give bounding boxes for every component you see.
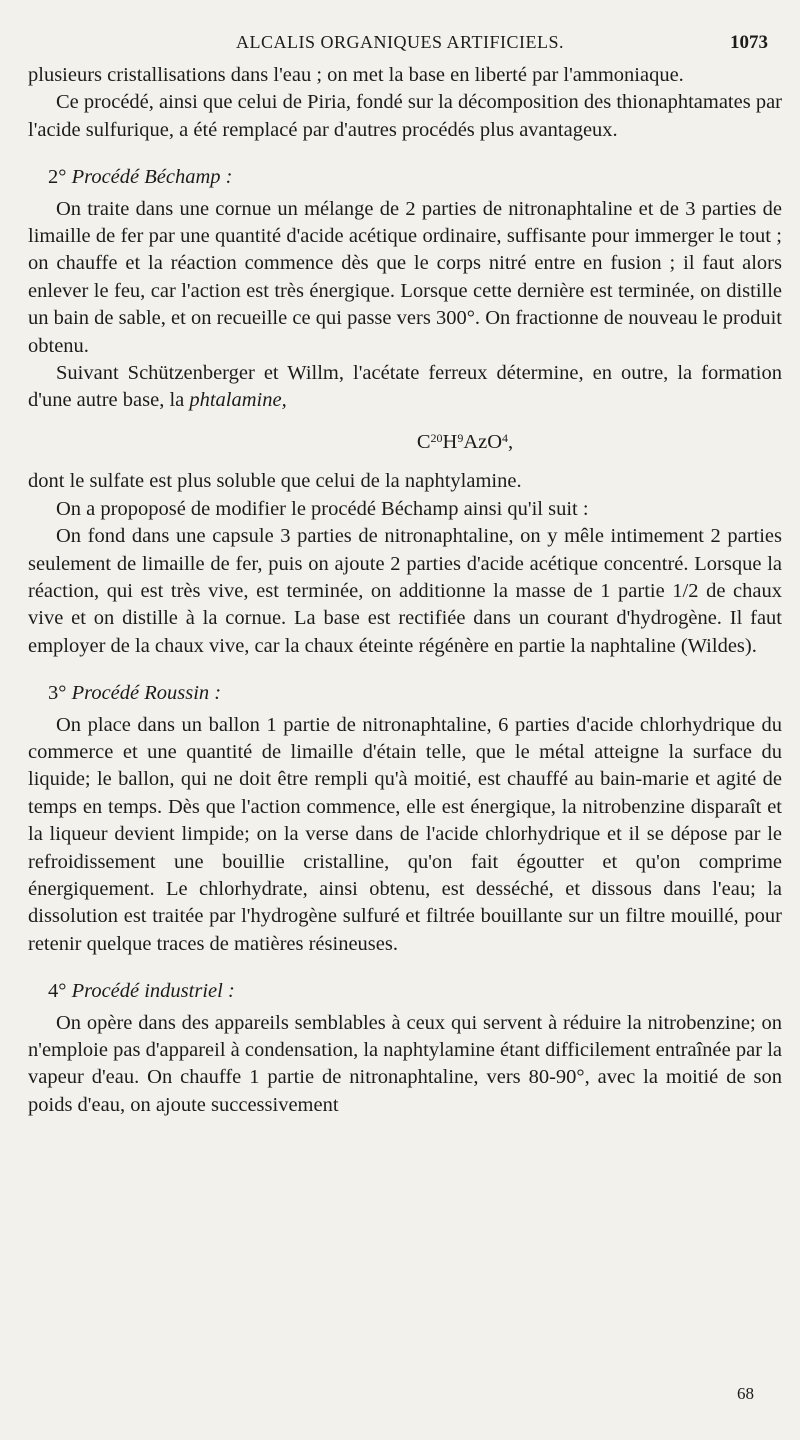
formula-punctuation: , [508, 430, 514, 453]
paragraph [28, 360, 782, 415]
formula-subscript: 4 [502, 430, 509, 445]
section-heading-industriel [28, 978, 782, 1005]
paragraph: Ce procédé, ainsi que celui de Piria, fondé sur la décomposition des thionaphtamates par l'acide sulfurique, a été remplacé par d'autres procédés plus avantageux. [28, 91, 782, 141]
italic-term: phtalamine, [189, 389, 287, 412]
section-number: 2° [48, 166, 67, 189]
formula-subscript: 20 [430, 430, 443, 445]
chemical-formula [148, 425, 782, 456]
running-header [0, 30, 800, 58]
formula-element: C [416, 430, 431, 453]
formula-element: H [442, 430, 458, 453]
section-number: 3° [48, 682, 67, 705]
signature-mark: 68 [737, 1384, 754, 1403]
paragraph: On fond dans une capsule 3 parties de nitronaphtaline, on y mêle intimement 2 parties seulement de limaille de fer, puis on ajoute 2 parties d'acide acétique concentré. Lorsque la réaction, qui est très vive, est terminée, on additionne la masse de 1 partie 1/2 de chaux vive et on distille à la cornue. La base est rectifiée dans un courant d'hydrogène. Il faut employer de la chaux vive, car la chaux éteinte régénère en partie la naphtaline (Wildes). [28, 525, 782, 657]
formula-subscript: 9 [457, 430, 464, 445]
page-number: 1073 [730, 32, 768, 53]
paragraph: On traite dans une cornue un mélange de 2 parties de nitronaphtaline et de 3 parties de limaille de fer par une quantité d'acide acétique ordinaire, suffisante pour immerger le tout ; on chauffe et la réaction commence dès que le corps nitré entre en fusion ; il faut alors enlever le feu, car l'action est très énergique. Lorsque cette dernière est terminée, on distille un bain de sable, et on recueille ce qui passe vers 300°. On fractionne de nouveau le produit obtenu. [28, 197, 782, 357]
formula-element: AzO [463, 430, 503, 453]
paragraph: On opère dans des appareils semblables à ceux qui servent à réduire la nitrobenzine; on n'emploie pas d'appareil à condensation, la naphtylamine étant difficilement entraînée par la vapeur d'eau. On chauffe 1 partie de nitronaphtaline, vers 80-90°, avec la moitié de son poids d'eau, on ajoute successivement [28, 1011, 782, 1116]
paragraph: On a propoposé de modifier le procédé Béchamp ainsi qu'il suit : [56, 497, 589, 520]
section-title: Procédé Béchamp : [71, 166, 233, 189]
section-number: 4° [48, 980, 67, 1003]
paragraph-text: Suivant Schützenberger et Willm, l'acétate ferreux détermine, en outre, la formation d'une autre base, la [28, 362, 782, 412]
paragraph: plusieurs cristallisations dans l'eau ; on met la base en liberté par l'ammoniaque. [28, 64, 684, 86]
paragraph: On place dans un ballon 1 partie de nitronaphtaline, 6 parties d'acide chlorhydrique du commerce et une quantité de limaille d'étain telle, que le métal atteigne la surface du liquide; le ballon, qui ne doit être rempli qu'à moitié, est chauffé au bain-marie et agité de temps en temps. Dès que l'action commence, elle est énergique, la nitrobenzine disparaît et la liqueur devient limpide; on la verse dans de l'acide chlorhydrique et il se dépose par le refroidissement une bouillie cristalline, qu'on fait égoutter et qu'on comprime énergiquement. Le chlorhydrate, ainsi obtenu, est desséché, et dissous dans l'eau; la dissolution est traitée par l'hydrogène sulfuré et filtrée bouillante sur un filtre mouillé, pour retenir quelque traces de matières résineuses. [28, 713, 782, 955]
body-text [28, 62, 782, 1119]
section-title: Procédé Roussin : [71, 682, 222, 705]
running-title: ALCALIS ORGANIQUES ARTIFICIELS. [236, 32, 564, 52]
paragraph: dont le sulfate est plus soluble que celui de la naphtylamine. [28, 470, 522, 493]
section-title: Procédé industriel : [71, 980, 235, 1003]
section-heading-bechamp [28, 164, 782, 191]
section-heading-roussin [28, 680, 782, 707]
